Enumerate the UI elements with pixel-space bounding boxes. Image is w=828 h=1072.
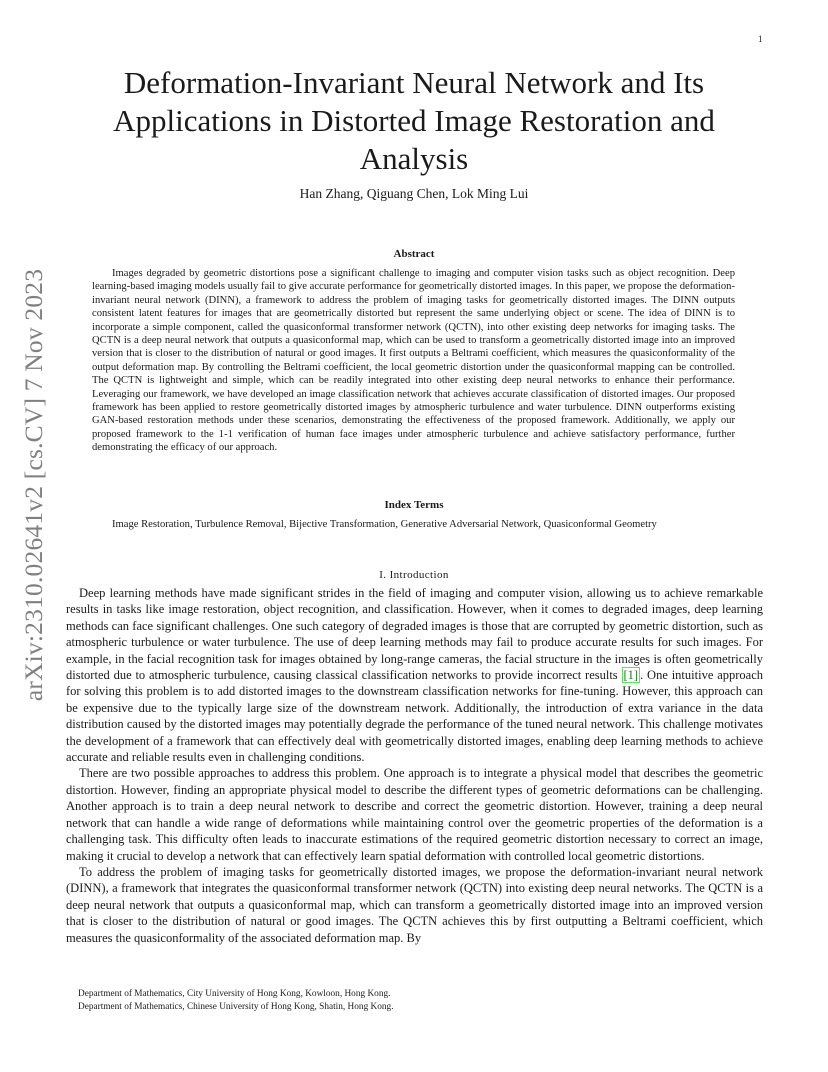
index-terms-text: Image Restoration, Turbulence Removal, Bijective Transformation, Generative Adversarial Network, Quasiconformal Geometry xyxy=(112,519,657,530)
authors: Han Zhang, Qiguang Chen, Lok Ming Lui xyxy=(299,186,529,201)
paragraph-1 xyxy=(66,585,763,765)
footnotes xyxy=(78,988,394,1013)
arxiv-stamp-text: arXiv:2310.02641v2 [cs.CV] 7 Nov 2023 xyxy=(19,268,49,702)
paragraph-2: There are two possible approaches to address this problem. One approach is to integrate a physical model that describes the geometric distortion. However, finding an appropriate physical model to describe the different types of geometric deformations can be challenging. Another approach is to train a deep neural network to describe and correct the geometric distortion. However, training a deep neural network that can handle a wide range of deformations while maintaining control over the geometric properties of the deformation is a challenging task. This difficulty often leads to inaccurate estimations of the required geometric distortion necessary to correct an image, making it crucial to develop a network that can effectively learn spatial deformation with controlled local geometric distortions. xyxy=(66,766,763,863)
page-number: 1 xyxy=(758,34,763,44)
paper-title: Deformation-Invariant Neural Network and Its Applications in Distorted Image Restoration and Analysis xyxy=(113,65,715,176)
arxiv-stamp xyxy=(4,268,64,702)
body-text xyxy=(66,585,763,946)
paragraph-3: To address the problem of imaging tasks for geometrically distorted images, we propose the deformation-invariant neural network (DINN), a framework that integrates the quasiconformal transformer network (QCTN) into existing deep neural networks. The QCTN is a deep neural network that outputs a quasiconformal map, which can transform a geometrically distorted image into an improved version that is closer to the distribution of natural or good images. The QCTN achieves this by first outputting a Beltrami coefficient, which measures the quasiconformality of the associated deformation map. By xyxy=(66,864,763,945)
section-heading: I. Introduction xyxy=(379,569,449,581)
citation-box[interactable]: [1] xyxy=(623,668,639,683)
abstract-heading: Abstract xyxy=(393,248,435,260)
abstract-text: Images degraded by geometric distortions pose a significant challenge to imaging and computer vision tasks such as object recognition. Deep learning-based imaging models usually fail to give accurate performance for geometrically distorted images. In this paper, we propose the deformation-invariant neural network (DINN), a framework to address the problem of imaging tasks for geometrically distorted images. The DINN outputs consistent latent features for images that are geometrically distorted but represent the same underlying object or scene. The idea of DINN is to incorporate a simple component, called the quasiconformal transformer network (QCTN), into other existing deep networks for imaging tasks. The QCTN is a deep neural network that outputs a quasiconformal map, which can be used to transform a geometrically distorted image into an improved version that is closer to the distribution of natural or good images. It first outputs a Beltrami coefficient, which measures the quasiconformality of the output deformation map. By controlling the Beltrami coefficient, the local geometric distortion under the quasiconformal mapping can be controlled. The QCTN is lightweight and simple, which can be readily integrated into other existing deep neural networks to enhance their performance. Leveraging our framework, we have developed an image classification network that achieves accurate classification of distorted images. Our proposed framework has been applied to restore geometrically distorted images by atmospheric turbulence and water turbulence. DINN outperforms existing GAN-based restoration methods under these scenarios, demonstrating the effectiveness of the proposed framework. Additionally, we apply our proposed framework to the 1-1 verification of human face images under atmospheric turbulence and achieve satisfactory performance, further demonstrating the efficacy of our approach. xyxy=(92,268,735,454)
footnote-1: Department of Mathematics, City University of Hong Kong, Kowloon, Hong Kong. xyxy=(78,989,391,999)
paragraph-1-part-b: . One intuitive approach for solving this problem is to add distorted images to the downstream classification networks for fine-tuning. However, this approach can be expensive due to the typically large size of the downstream network. Additionally, the introduction of extra variance in the data distribution caused by the distorted images may potentially degrade the performance of the tuned neural network. This challenge motivates the development of a framework that can effectively deal with geometrically distorted images, enabling deep learning methods to achieve accurate and reliable results even in challenging conditions. xyxy=(66,668,763,765)
citation-link[interactable] xyxy=(622,667,641,683)
footnote-2: Department of Mathematics, Chinese University of Hong Kong, Shatin, Hong Kong. xyxy=(78,1001,394,1012)
index-terms-heading: Index Terms xyxy=(384,499,444,511)
paragraph-1-part-a: Deep learning methods have made significant strides in the field of imaging and computer vision, allowing us to achieve remarkable results in tasks like image restoration, object recognition, and classification. However, when it comes to degraded images, deep learning methods can face significant challenges. One such category of degraded images is those that are corrupted by geometric distortion, such as atmospheric turbulence or water turbulence. The use of deep learning methods may fail to produce accurate results for such images. For example, in the facial recognition task for images obtained by long-range cameras, the facial structure in the images is often geometrically distorted due to atmospheric turbulence, causing classical classification networks to provide incorrect results xyxy=(66,586,763,683)
